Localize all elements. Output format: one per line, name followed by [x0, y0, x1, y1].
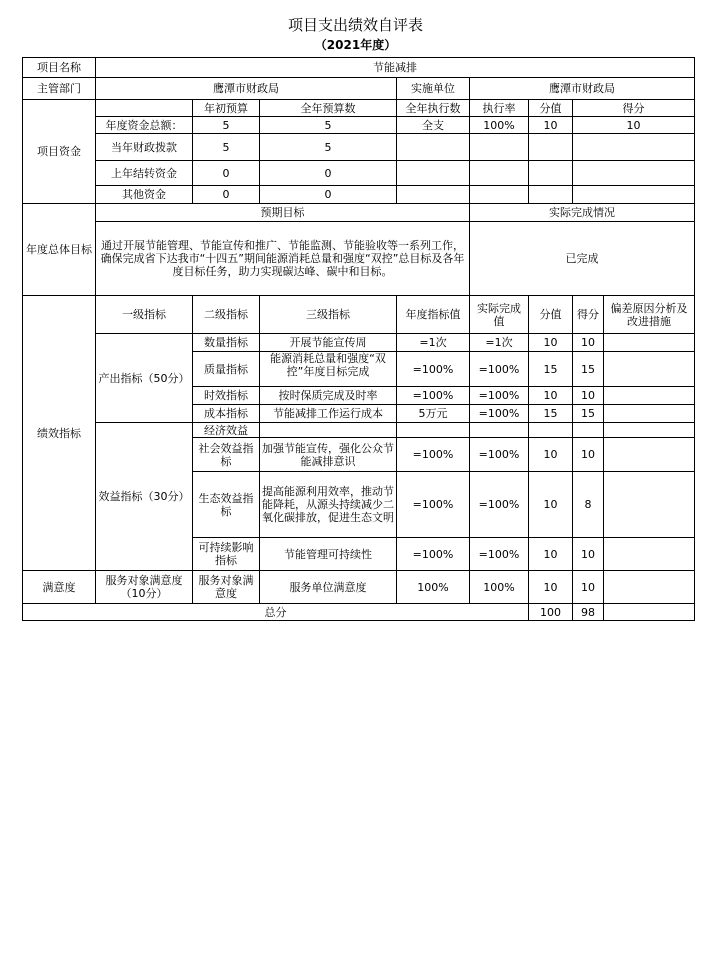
indicator-deviation: [604, 423, 695, 438]
indicator-level2: 时效指标: [193, 387, 260, 405]
indicator-score: 15: [573, 405, 604, 423]
indicator-weight: 10: [529, 472, 573, 538]
indicator-weight: 10: [529, 334, 573, 352]
indicator-level3: [260, 423, 397, 438]
funds-row-label: 当年财政拨款: [96, 134, 193, 161]
evaluation-table: [22, 57, 695, 621]
indicator-target: =1次: [397, 334, 470, 352]
indicator-weight: [529, 423, 573, 438]
goals-expected-label: 预期目标: [96, 204, 470, 222]
project-name-value: 节能减排: [96, 58, 695, 78]
indicator-level2: 可持续影响指标: [193, 538, 260, 571]
indicator-deviation: [604, 405, 695, 423]
indicator-target: =100%: [397, 352, 470, 387]
funds-row-initial: 5: [193, 134, 260, 161]
funds-row-label: 其他资金: [96, 186, 193, 204]
indicator-actual: =100%: [470, 438, 529, 472]
satisfaction-level2: 服务对象满意度: [193, 571, 260, 604]
satisfaction-deviation: [604, 571, 695, 604]
indicator-score: 8: [573, 472, 604, 538]
indicator-weight: 15: [529, 352, 573, 387]
indicator-score: 10: [573, 387, 604, 405]
header-level3: 三级指标: [260, 296, 397, 334]
satisfaction-target: 100%: [397, 571, 470, 604]
indicator-actual: =1次: [470, 334, 529, 352]
indicator-score: 10: [573, 538, 604, 571]
row-funds-header: [23, 100, 695, 117]
goals-actual-label: 实际完成情况: [470, 204, 695, 222]
indicator-score: 10: [573, 438, 604, 472]
header-actual: 实际完成值: [470, 296, 529, 334]
funds-row: [23, 134, 695, 161]
funds-row-executed: [397, 161, 470, 186]
funds-row: [23, 161, 695, 186]
funds-row-weight: [529, 134, 573, 161]
funds-row: [23, 117, 695, 134]
indicator-deviation: [604, 472, 695, 538]
indicator-target: =100%: [397, 472, 470, 538]
funds-row-annual: 5: [260, 134, 397, 161]
header-weight: 分值: [529, 296, 573, 334]
funds-header-annual: 全年预算数: [260, 100, 397, 117]
funds-header-weight: 分值: [529, 100, 573, 117]
indicator-level2: 质量指标: [193, 352, 260, 387]
unit-value: 鹰潭市财政局: [470, 78, 695, 100]
header-deviation: 偏差原因分析及改进措施: [604, 296, 695, 334]
indicator-weight: 10: [529, 387, 573, 405]
dept-value: 鹰潭市财政局: [96, 78, 397, 100]
goals-section-label: 年度总体目标: [23, 204, 96, 296]
funds-header-score: 得分: [573, 100, 695, 117]
satisfaction-section-label: 满意度: [23, 571, 96, 604]
funds-row-score: [573, 161, 695, 186]
goals-expected-text: 通过开展节能管理、节能宣传和推广、节能监测、节能验收等一系列工作，确保完成省下达我市“十四五”期间能源消耗总量和强度“双控”总目标及各年度目标任务，助力实现碳达峰、碳中和目标。: [96, 222, 470, 296]
page-subtitle-year: （2021年度）: [314, 38, 397, 52]
total-score: 98: [573, 604, 604, 621]
indicators-section-label: 绩效指标: [23, 296, 96, 571]
indicator-deviation: [604, 538, 695, 571]
indicator-level2: 社会效益指标: [193, 438, 260, 472]
output-group-label: 产出指标（50分）: [96, 334, 193, 423]
indicator-level3: 能源消耗总量和强度“双控”年度目标完成: [260, 352, 397, 387]
indicator-level2: 成本指标: [193, 405, 260, 423]
funds-row-initial: 0: [193, 161, 260, 186]
indicator-row: [23, 334, 695, 352]
funds-row-executed: [397, 186, 470, 204]
indicator-score: 10: [573, 334, 604, 352]
funds-row-executed: [397, 134, 470, 161]
indicator-actual: =100%: [470, 405, 529, 423]
row-goals-content: [23, 222, 695, 296]
funds-row-weight: 10: [529, 117, 573, 134]
total-label: 总分: [23, 604, 529, 621]
funds-header-executed: 全年执行数: [397, 100, 470, 117]
funds-row-initial: 0: [193, 186, 260, 204]
indicator-target: 5万元: [397, 405, 470, 423]
indicator-row: [23, 423, 695, 438]
funds-row: [23, 186, 695, 204]
indicator-score: 15: [573, 352, 604, 387]
header-level1: 一级指标: [96, 296, 193, 334]
funds-row-weight: [529, 161, 573, 186]
header-score: 得分: [573, 296, 604, 334]
row-department: [23, 78, 695, 100]
funds-row-score: 10: [573, 117, 695, 134]
indicator-level3: 开展节能宣传周: [260, 334, 397, 352]
indicator-target: =100%: [397, 438, 470, 472]
benefit-group-label: 效益指标（30分）: [96, 423, 193, 571]
unit-label: 实施单位: [397, 78, 470, 100]
indicator-level3: 加强节能宣传，强化公众节能减排意识: [260, 438, 397, 472]
indicator-actual: =100%: [470, 352, 529, 387]
indicator-level3: 提高能源利用效率，推动节能降耗，从源头持续减少二氧化碳排放，促进生态文明: [260, 472, 397, 538]
funds-row-weight: [529, 186, 573, 204]
row-indicator-header: [23, 296, 695, 334]
indicator-level2: 数量指标: [193, 334, 260, 352]
funds-row-score: [573, 186, 695, 204]
indicator-deviation: [604, 438, 695, 472]
row-project-name: [23, 58, 695, 78]
indicator-actual: =100%: [470, 472, 529, 538]
goals-actual-text: 已完成: [470, 222, 695, 296]
indicator-target: =100%: [397, 387, 470, 405]
indicator-deviation: [604, 334, 695, 352]
indicator-actual: =100%: [470, 538, 529, 571]
funds-header-rate: 执行率: [470, 100, 529, 117]
funds-row-rate: [470, 186, 529, 204]
funds-row-annual: 5: [260, 117, 397, 134]
satisfaction-level3: 服务单位满意度: [260, 571, 397, 604]
total-weight: 100: [529, 604, 573, 621]
funds-row-rate: 100%: [470, 117, 529, 134]
indicator-score: [573, 423, 604, 438]
funds-header-blank: [96, 100, 193, 117]
page-title: 项目支出绩效自评表: [287, 16, 423, 34]
indicator-deviation: [604, 352, 695, 387]
indicator-level3: 节能管理可持续性: [260, 538, 397, 571]
funds-row-rate: [470, 134, 529, 161]
dept-label: 主管部门: [23, 78, 96, 100]
indicator-target: [397, 423, 470, 438]
indicator-level2: 生态效益指标: [193, 472, 260, 538]
satisfaction-score: 10: [573, 571, 604, 604]
indicator-actual: =100%: [470, 387, 529, 405]
funds-row-label: 上年结转资金: [96, 161, 193, 186]
indicator-actual: [470, 423, 529, 438]
funds-row-annual: 0: [260, 161, 397, 186]
satisfaction-actual: 100%: [470, 571, 529, 604]
indicator-deviation: [604, 387, 695, 405]
funds-row-score: [573, 134, 695, 161]
funds-row-rate: [470, 161, 529, 186]
indicator-level3: 按时保质完成及时率: [260, 387, 397, 405]
header-level2: 二级指标: [193, 296, 260, 334]
indicator-level3: 节能减排工作运行成本: [260, 405, 397, 423]
funds-section-label: 项目资金: [23, 100, 96, 204]
funds-header-initial: 年初预算: [193, 100, 260, 117]
funds-row-executed: 全支: [397, 117, 470, 134]
project-name-label: 项目名称: [23, 58, 96, 78]
funds-row-label: 年度资金总额：: [96, 117, 193, 134]
row-total: [23, 604, 695, 621]
satisfaction-weight: 10: [529, 571, 573, 604]
indicator-weight: 10: [529, 438, 573, 472]
indicator-weight: 15: [529, 405, 573, 423]
row-goals-header: [23, 204, 695, 222]
total-deviation: [604, 604, 695, 621]
funds-row-initial: 5: [193, 117, 260, 134]
funds-row-annual: 0: [260, 186, 397, 204]
header-target: 年度指标值: [397, 296, 470, 334]
satisfaction-level1: 服务对象满意度（10分）: [96, 571, 193, 604]
indicator-level2: 经济效益: [193, 423, 260, 438]
indicator-target: =100%: [397, 538, 470, 571]
indicator-weight: 10: [529, 538, 573, 571]
row-satisfaction: [23, 571, 695, 604]
